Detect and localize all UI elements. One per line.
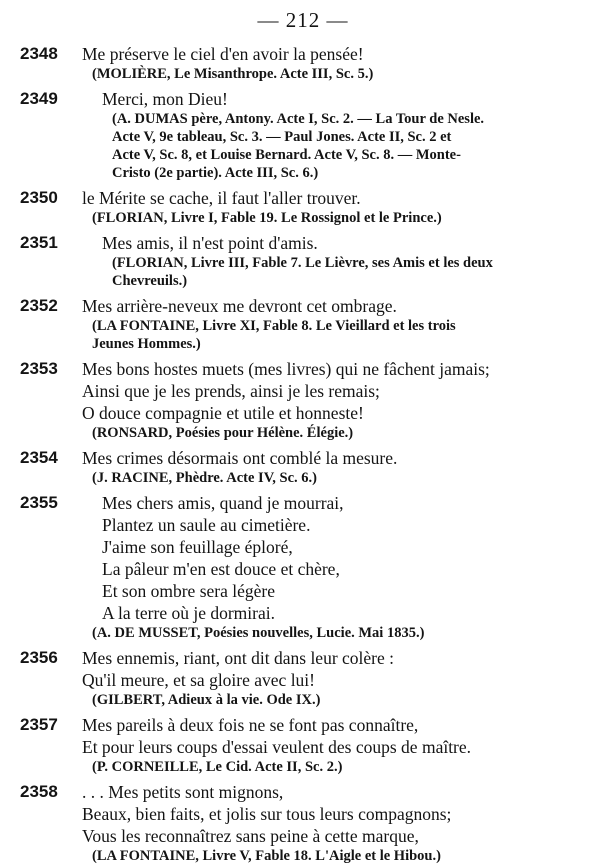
source-citation: (RONSARD, Poésies pour Hélène. Élégie.)	[92, 425, 354, 441]
quote-entry	[20, 295, 586, 353]
entry-number: 2352	[20, 296, 58, 315]
source-citation: (LA FONTAINE, Livre XI, Fable 8. Le Vieillard et les trois	[92, 318, 456, 334]
quote-line: O douce compagnie et utile et honneste!	[82, 403, 364, 423]
entry-number: 2351	[20, 233, 58, 252]
quote-line: Mes ennemis, riant, ont dit dans leur colère :	[82, 648, 395, 668]
quote-line: le Mérite se cache, il faut l'aller trouver.	[82, 188, 361, 208]
quote-line: Mes crimes désormais ont comblé la mesure.	[82, 448, 398, 468]
source-citation: (FLORIAN, Livre I, Fable 19. Le Rossignol et le Prince.)	[92, 210, 442, 226]
quote-line: Me préserve le ciel d'en avoir la pensée!	[82, 44, 364, 64]
source-citation: Acte V, 9e tableau, Sc. 3. — Paul Jones. Acte II, Sc. 2 et	[112, 129, 452, 145]
source-citation: (GILBERT, Adieux à la vie. Ode IX.)	[92, 692, 321, 708]
source-citation: (FLORIAN, Livre III, Fable 7. Le Lièvre, ses Amis et les deux	[112, 255, 493, 271]
quote-line: Qu'il meure, et sa gloire avec lui!	[82, 670, 315, 690]
quote-entry	[20, 88, 586, 182]
source-citation: Chevreuils.)	[112, 273, 188, 289]
quote-line: Beaux, bien faits, et jolis sur tous leurs compagnons;	[82, 804, 452, 824]
quote-line: Merci, mon Dieu!	[102, 89, 228, 109]
source-citation: (J. RACINE, Phèdre. Acte IV, Sc. 6.)	[92, 470, 318, 486]
quote-line: . . . Mes petits sont mignons,	[82, 782, 284, 802]
quote-line: Plantez un saule au cimetière.	[102, 515, 311, 535]
quote-line: J'aime son feuillage éploré,	[102, 537, 293, 557]
quote-line: Vous les reconnaîtrez sans peine à cette marque,	[82, 826, 419, 846]
quote-line: Ainsi que je les prends, ainsi je les remais;	[82, 381, 380, 401]
source-citation: (A. DE MUSSET, Poésies nouvelles, Lucie. Mai 1835.)	[92, 625, 425, 641]
quote-line: Mes chers amis, quand je mourrai,	[102, 493, 344, 513]
quote-line: Mes arrière-neveux me devront cet ombrage.	[82, 296, 397, 316]
quote-entry	[20, 492, 586, 642]
quote-entry	[20, 358, 586, 442]
quote-entry	[20, 714, 586, 776]
entry-number: 2349	[20, 89, 58, 108]
source-citation: (LA FONTAINE, Livre V, Fable 18. L'Aigle et le Hibou.)	[92, 848, 441, 864]
quote-line: La pâleur m'en est douce et chère,	[102, 559, 340, 579]
source-citation: (A. DUMAS père, Antony. Acte I, Sc. 2. — La Tour de Nesle.	[112, 111, 485, 127]
quote-entry	[20, 447, 586, 487]
entry-number: 2358	[20, 782, 58, 801]
quote-entry	[20, 187, 586, 227]
quote-entry	[20, 43, 586, 83]
quote-entry	[20, 647, 586, 709]
entry-number: 2348	[20, 44, 58, 63]
source-citation: Jeunes Hommes.)	[92, 336, 201, 352]
source-citation: Acte V, Sc. 8, et Louise Bernard. Acte V, Sc. 8. — Monte-	[112, 147, 461, 163]
quote-line: Et son ombre sera légère	[102, 581, 275, 601]
source-citation: (MOLIÈRE, Le Misanthrope. Acte III, Sc. 5.)	[92, 66, 374, 82]
quote-line: Et pour leurs coups d'essai veulent des coups de maître.	[82, 737, 472, 757]
entry-number: 2357	[20, 715, 58, 734]
entry-number: 2350	[20, 188, 58, 207]
source-citation: (P. CORNEILLE, Le Cid. Acte II, Sc. 2.)	[92, 759, 343, 775]
entry-number: 2353	[20, 359, 58, 378]
quote-line: A la terre où je dormirai.	[102, 603, 275, 623]
quote-line: Mes amis, il n'est point d'amis.	[102, 233, 318, 253]
entry-number: 2356	[20, 648, 58, 667]
entry-number: 2355	[20, 493, 58, 512]
source-citation: Cristo (2e partie). Acte III, Sc. 6.)	[112, 165, 319, 181]
quote-entry	[20, 232, 586, 290]
page-number: — 212 —	[257, 8, 349, 32]
quote-entry	[20, 781, 586, 865]
quote-line: Mes pareils à deux fois ne se font pas connaître,	[82, 715, 419, 735]
entry-number: 2354	[20, 448, 58, 467]
quote-line: Mes bons hostes muets (mes livres) qui ne fâchent jamais;	[82, 359, 490, 379]
